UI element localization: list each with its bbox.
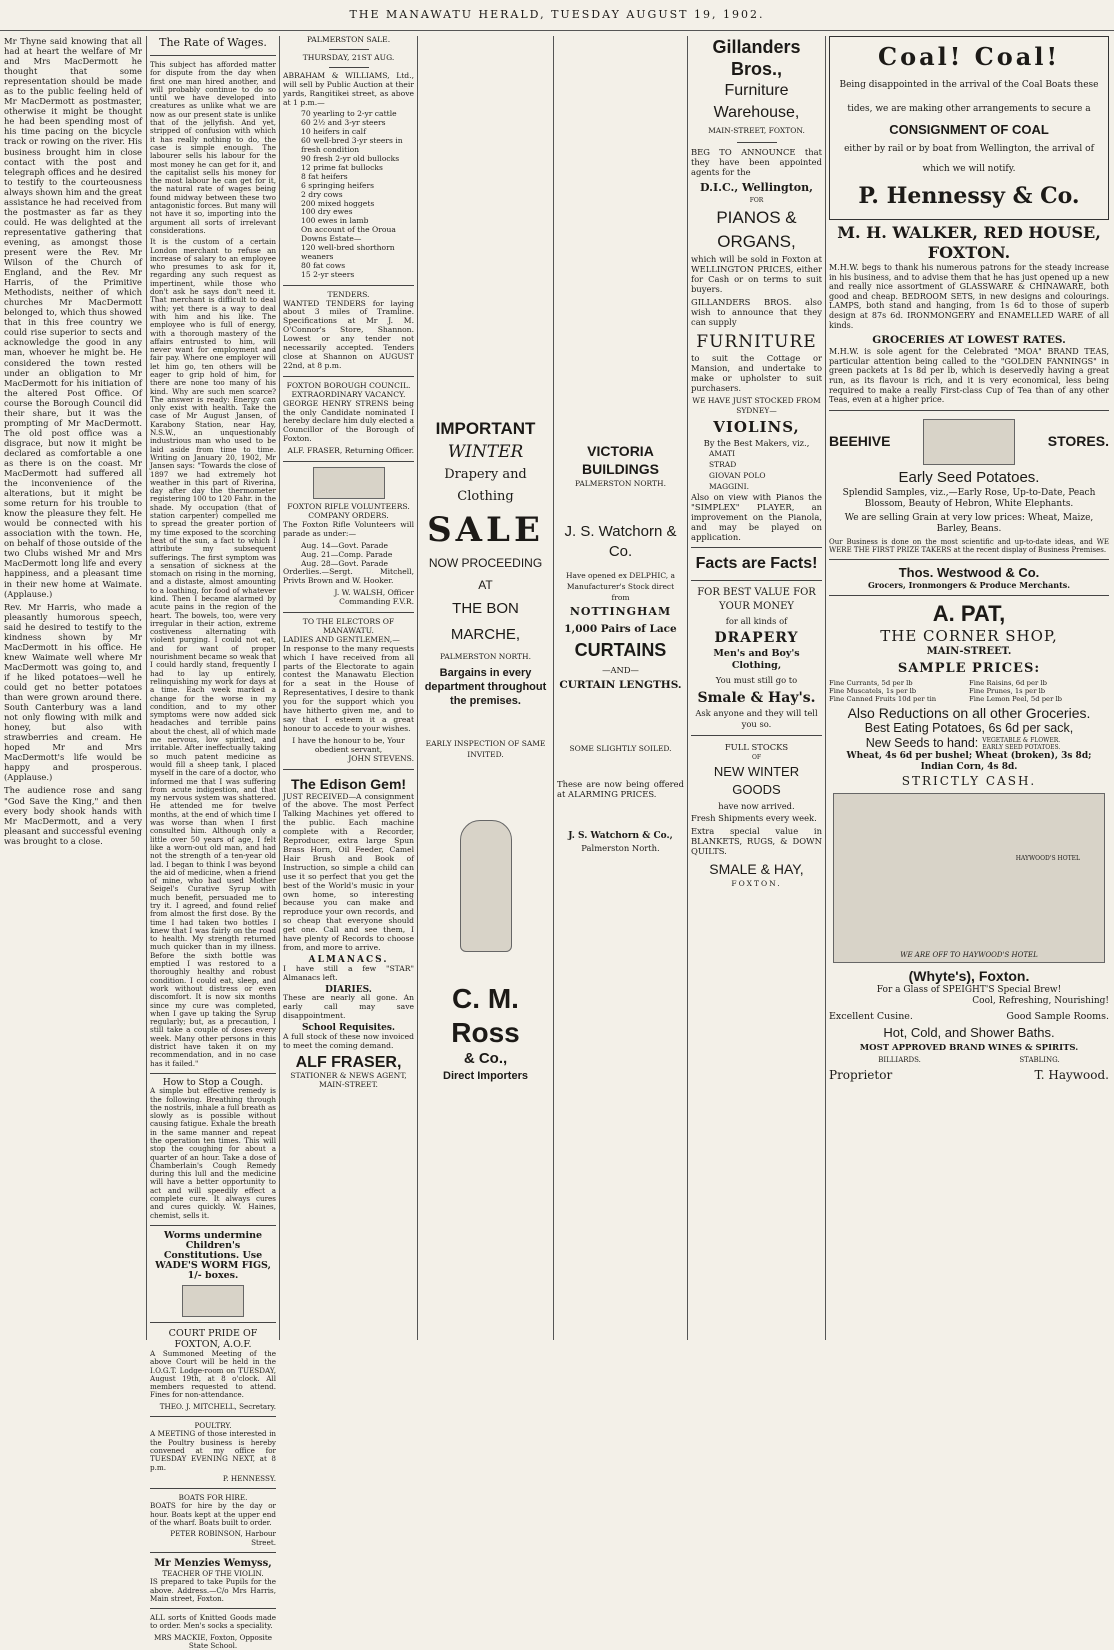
westwood-name: Thos. Westwood & Co.: [898, 564, 1040, 580]
offered-text: These are now being offered at ALARMING PRICES.: [557, 779, 684, 800]
coal-heading: Coal! Coal!: [878, 42, 1060, 71]
tenders-text: WANTED TENDERS for laying about 3 miles of Tramline. Specifications at Mr J. M. O'Connor's Store, Shannon. Lowest or any tender not necessarily accepted. Tenders close at Shannon on AUGUST 22nd, at 8 p.m.: [283, 298, 414, 370]
beehive-heading: BEEHIVE: [829, 432, 891, 449]
hotel-sign: HAYWOOD'S HOTEL: [1015, 855, 1080, 863]
westwood-subtitle: Grocers, Ironmongers & Produce Merchants.: [867, 579, 1071, 590]
bargains-text: Bargains in every department throughout the premises.: [424, 667, 547, 707]
stocked-text: WE HAVE JUST STOCKED FROM SYDNEY—: [692, 395, 821, 415]
all-kinds: for all kinds of: [725, 616, 788, 627]
palmerston-north: PALMERSTON NORTH.: [575, 479, 666, 488]
drapery-heading: Drapery and Clothing: [444, 467, 527, 504]
sale-item: 90 fresh 2-yr old bullocks: [301, 153, 400, 163]
beehive-emblem: [923, 419, 1015, 465]
winter-heading: WINTER: [447, 442, 524, 462]
rate-of-wages-title: The Rate of Wages.: [159, 36, 267, 49]
palmerston-north: PALMERSTON NORTH.: [440, 652, 531, 661]
bon-marche-heading: THE BON MARCHE,: [450, 600, 521, 643]
electors-title: TO THE ELECTORS OF MANAWATU.: [302, 617, 395, 635]
wemyss-title: Mr Menzies Wemyss,: [154, 1557, 272, 1569]
wemyss-subtitle: TEACHER OF THE VIOLIN.: [162, 1568, 264, 1578]
fraser-street: MAIN-STREET.: [319, 1079, 378, 1089]
potatoes-heading: Early Seed Potatoes.: [898, 468, 1040, 486]
edison-text: JUST RECEIVED—A consignment of the above. The most Perfect Talking Machines yet offered to the public. Each machine complete with a Recorder, Reproducer, extra large Spun Brass Horn, Oil Feeder, Camel Hair Brush and Book of Instruction, so simple a child can use it so perfect that you get the best of the World's music in your own home, so interesting because you can make and reproduce your own records, and so cheap that everyone should get one. Call and see them, I have plenty of Records to choose from, and more to arrive.: [283, 791, 414, 952]
lengths-text: CURTAIN LENGTHS.: [559, 679, 682, 691]
samples-text: Splendid Samples, viz.,—Early Rose, Up-to-Date, Peach Blossom, Beauty of Hebron, White Elephants.: [842, 487, 1096, 509]
watchorn-location: Palmerston North.: [581, 843, 660, 854]
consignment-heading: CONSIGNMENT OF COAL: [889, 122, 1049, 137]
column-news-article: [4, 36, 142, 1340]
column-rule: [687, 36, 688, 1340]
main-street: MAIN-STREET.: [926, 646, 1012, 658]
best-value: FOR BEST VALUE FOR YOUR MONEY: [697, 587, 816, 613]
column-3: [283, 36, 414, 1340]
walker-text: M.H.W. begs to thank his numerous patrons for the steady increase in his business, and to advise them that he has just opened up a new and really nice assortment of GLASSWARE & CHINAWARE, both good and cheap. BEDROOM SETS, in new designs and colourings. LAMPS, both stand and hanging, from 1s 6d to those of superb design at 87s 6d. IRONMONGERY and ENAMELLED WARE of all kinds.: [829, 263, 1109, 330]
sale-date: THURSDAY, 21ST AUG.: [302, 52, 395, 62]
business-text: Our Business is done on the most scientific and up-to-date ideas, and WE WERE THE FIRST PRIZE TAKERS at the recent display of Business Premises.: [829, 537, 1109, 554]
curtains-heading: CURTAINS: [574, 640, 667, 660]
sale-title: PALMERSTON SALE.: [306, 35, 391, 44]
makers-list: [691, 448, 822, 492]
walker-heading: M. H. WALKER, RED HOUSE, FOXTON.: [837, 223, 1101, 262]
grain-text: We are selling Grain at very low prices: Wheat, Maize, Barley, Beans.: [844, 512, 1094, 534]
maker: GIOVAN POLO: [709, 470, 766, 480]
ross-name: C. M. Ross: [451, 983, 520, 1048]
cough-title: How to Stop a Cough.: [162, 1077, 264, 1088]
sample-rooms: Good Sample Rooms.: [1006, 1011, 1109, 1023]
sale-item: 80 fat cows: [301, 260, 346, 270]
column-rule: [825, 36, 826, 1340]
tenders-title: TENDERS.: [327, 289, 370, 299]
supply-text: GILLANDERS BROS. also wish to announce that they can supply: [691, 297, 822, 328]
masthead: THE MANAWATU HERALD, TUESDAY AUGUST 19, 1902.: [0, 0, 1114, 31]
seed-kinds: VEGETABLE & FLOWER. EARLY SEED POTATOES.: [982, 736, 1061, 751]
sale-item: 2 dry cows: [301, 189, 343, 199]
hennessy-name: P. Hennessy & Co.: [858, 183, 1080, 209]
price-item: Fine Prunes, 1s per lb: [969, 687, 1046, 696]
drapery-heading: DRAPERY: [714, 630, 799, 647]
price-item: Fine Currants, 5d per lb: [829, 679, 913, 688]
victoria-buildings: VICTORIA BUILDINGS: [582, 443, 659, 477]
sale-intro: ABRAHAM & WILLIAMS, Ltd., will sell by Public Auction at their yards, Rangitikei street, as above at 1 p.m.—: [283, 70, 414, 107]
hotel-amenities: [829, 1054, 1109, 1066]
electors-text: In response to the many requests which I have received from all parts of the Electorate to again contest the Manawatu Election for a seat in the House of Representatives, I desire to thank you for the support which you have hitherto given me, and to say that I esteem it a great honour to accede to your wishes.: [283, 643, 414, 733]
wemyss-text: IS prepared to take Pupils for the above. Address.—C/o Mrs Harris, Main street, Foxton.: [150, 1577, 276, 1603]
column-rule: [279, 36, 280, 1340]
poultry-text: A MEETING of those interested in the Poultry business is hereby convened at my office for TUESDAY EVENING NEXT, at 8 p.m.: [150, 1429, 276, 1472]
ross-co: & Co.,: [463, 1050, 508, 1067]
maker: STRAD: [709, 459, 737, 469]
sale-item: 12 prime fat bullocks: [301, 162, 383, 172]
rate-of-wages-text: It is the custom of a certain London merchant to refuse an increase of salary to an employee who presumes to ask for it, regarding any such request as impertinent, while those who don't ask he says don't need it. That merchant is difficult to deal with; yet there is a way to deal with him and his like. The employee who is full of energy, with a thorough mastery of the affairs entrusted to him, will never want for employment and fair pay. Where one employer will let him go, ten others will be eager to grip hold of him, for there are none too many of his kind. Why are such men scarce? The answer is ready: Energy can only exist with health. Take the case of Mr August Jansen, of Karabony Station, near Hay, N.S.W., an unquestionably industrious man who used to be laid aside from time to time. Writing on January 20, 1902, Mr Jansen says: "Towards the close of 1897 we had extremely hot weather in this part of Riverina, day after day the thermometer registering 100 to 120 Fahr. in the shade. My occupation (that of station carpenter) compelled me to spread the greater portion of my time exposed to the scorching heat of the sun, a fact to which I attribute my subsequent sufferings. The first symptom was a sensation of sickness at the stomach on rising in the morning, and a distaste, almost amounting to a loathing, for food of whatever kind. Then I became alarmed by acute pains in the region of the heart. The bowels, too, were very irregular in their action, extreme costiveness alternating with violent purging. I could not eat, and for want of proper nourishment became so weak that I could hardly stand, frequently I had to lay up entirely, relinquishing my work for days at a time. Each week marked a change for the worse in my condition, and to my other symptoms were now added sick headaches and terrible pains about the chest, all of which made me nervous, low spirited, and irritable. After ineffectually taking so much patent medicine as would fill a sheep tank, I placed myself in the care of a doctor, who informed me that I was suffering from acute indigestion, and that my nervous system was shattered. He attended me for twelve months, at the end of which time I was worse than when I first consulted him. Although only a little over 50 years of age, I felt like a worn-out old man, and had not the strength of a ten-year old lad. I began to think I was beyond the aid of medicine, when a friend of mine, who had used Mother Seigel's Curative Syrup with much benefit, persuaded me to try it. I agreed, and found relief from almost the first dose. By the time I had taken two bottles I knew that I was fairly on the road to health. My strength returned much quicker than in my illness. Before the sixth bottle was emptied I was restored to a thoroughly healthy and robust condition. I could eat, sleep, and work without distress or even discomfort. It is now six months since my cure was completed, when I gave up taking the Syrup regularly; but, as a precaution, I still take a couple of doses every week. Many other persons in this district have taken it on my recommendation, and in no case has it failed.": [150, 237, 276, 1068]
coal-ad: [829, 36, 1109, 220]
sale-item: On account of the Oroua Downs Estate—: [301, 225, 396, 244]
sale-items: [283, 110, 414, 279]
sale-item: 10 heifers in calf: [301, 127, 366, 137]
sale-heading: SALE: [427, 510, 544, 550]
dic-text: D.I.C., Wellington,: [700, 181, 813, 195]
rifle-title: FOXTON RIFLE VOLUNTEERS.: [287, 502, 410, 512]
makers-text: By the Best Makers, viz.,: [703, 437, 810, 448]
price-item: Fine Lemon Peel, 5d per lb: [969, 695, 1063, 704]
electors-signature: JOHN STEVENS.: [348, 753, 414, 763]
sale-item: 100 ewes in lamb: [301, 216, 369, 226]
diaries-title: DIARIES.: [325, 984, 372, 995]
rifle-parade: Aug. 21—Comp. Parade: [301, 549, 393, 559]
baths-text: Hot, Cold, and Shower Baths.: [883, 1025, 1055, 1041]
knitting-signature: MRS MACKIE, Foxton, Opposite State School.: [154, 1632, 272, 1650]
sale-item: 60 well-bred 3-yr steers in fresh condition: [301, 136, 403, 155]
sale-item: 8 fat heifers: [301, 171, 348, 181]
rifle-text: The Foxton Rifle Volunteers will parade as under:—: [283, 519, 414, 538]
borough-signature: ALF. FRASER, Returning Officer.: [287, 446, 414, 456]
price-item: Fine Canned Fruits 10d per tin: [829, 695, 937, 704]
sale-item: 200 mixed hoggets: [301, 198, 375, 208]
stabling: STABLING.: [1019, 1056, 1060, 1065]
gillanders-street: MAIN-STREET, FOXTON.: [708, 126, 805, 135]
price-list: [829, 679, 1109, 703]
pianos-heading: PIANOS & ORGANS,: [716, 208, 797, 252]
watchorn-signature: J. S. Watchorn & Co.,: [568, 831, 673, 842]
inspection-text: EARLY INSPECTION OF SAME INVITED.: [425, 739, 546, 759]
rifle-parade: Aug. 14—Govt. Parade: [301, 540, 388, 550]
announce-text: BEG TO ANNOUNCE that they have been appointed agents for the: [691, 147, 822, 178]
coal-text: Being disappointed in the arrival of the Coal Boats these tides, we are making other arrangements to secure a: [839, 80, 1099, 114]
proprietor-name: T. Haywood.: [1034, 1068, 1109, 1083]
watchorn-name: J. S. Watchorn & Co.: [564, 523, 677, 560]
pat-name: A. PAT,: [932, 601, 1006, 627]
column-rule: [146, 36, 147, 1340]
article-paragraph: Rev. Mr Harris, who made a pleasantly humorous speech, said he desired to testify to the kindness shown by Mr MacDermott in his office. He knew Waimate well where Mr MacDermott was going to, and if he liked potatoes—well he could get no better potatoes than were grown around there. South Canterbury was a land not only flowing with milk and honey, but also with strawberries and cream. He hoped Mr and Mrs MacDermott's life would be happy and prosperous. (Applause.): [4, 601, 142, 783]
almanacs-text: I have still a few "STAR" Almanacs left.: [283, 963, 414, 982]
proprietor-line: [829, 1066, 1109, 1084]
maker: AMATI: [709, 448, 736, 458]
extra-text: Extra special value in BLANKETS, RUGS, & DOWN QUILTS.: [691, 826, 822, 857]
borough-title: FOXTON BOROUGH COUNCIL. EXTRAORDINARY VACANCY.: [286, 380, 411, 399]
pairs-text: 1,000 Pairs of Lace: [564, 623, 677, 635]
fraser-line: STATIONER & NEWS AGENT,: [290, 1070, 407, 1080]
corner-shop: THE CORNER SHOP,: [880, 627, 1058, 646]
proprietor-label: Proprietor: [829, 1068, 893, 1083]
must-go: You must still go to: [715, 675, 798, 686]
price-item: Fine Muscatels, 1s per lb: [829, 687, 917, 696]
strictly-cash: STRICTLY CASH.: [901, 774, 1037, 789]
diaries-text: These are nearly all gone. An early call may save disappointment.: [283, 993, 414, 1021]
fresh-text: Fresh Shipments every week.: [691, 813, 817, 824]
sale-item: 60 2½ and 3-yr steers: [301, 118, 386, 128]
coal-text-2: either by rail or by boat from Wellington, the arrival of which we will notify.: [844, 144, 1094, 174]
wheat-text: Wheat, 4s 6d per bushel; Wheat (broken), 3s 8d; Indian Corn, 4s 8d.: [846, 751, 1092, 773]
column-rule: [417, 36, 418, 1340]
for-text: FOR: [749, 197, 764, 205]
article-paragraph: Mr Thyne said knowing that all had at heart the welfare of Mr and Mrs MacDermott he thought that some representation should be made as to the public feeling held of Mr MacDermott as postmaster, otherwise it might be thought he had been spending most of his time pacing on the bicycle track or rowing on the river. His business brought him in close contact with the post and telegraph offices and he desired to testify to the courteousness always shown him and the great assistance he had received from the postmaster as far as they could. He was delighted at the representative gathering that evening, as amongst those present were the Rev. Mr Wilson of the Church of England, and the Rev. Mr Harris, of the Primitive Methodists, neither of which churches Mr MacDermott belonged to, which thus showed that in this free country we could rise superior to sects and acknowledge the good in any man, whoever he might be. He considered the town rested under an obligation to Mr MacDermott for his initiation of the altered Post Office. Of course the Borough Council did their share, but it was the prompting of Mr MacDermott. The old post office was a disgrace, but now it might be declared as comfortable a one as there is on the coast. Mr MacDermott had suffered all the inconvenience of the alterations, but it might be some return for his trouble to know the pleasure they felt. He would be connected with his association with the town. He, on behalf of those outside of the two Clubs wished Mr and Mrs MacDermott long life and every happiness, and a pleasant time in their new home at Waimate. (Applause.): [4, 36, 142, 599]
brand-text: MOST APPROVED BRAND WINES & SPIRITS.: [859, 1043, 1079, 1054]
column-rule: [553, 36, 554, 1340]
court-title: COURT PRIDE OF FOXTON, A.O.F.: [168, 1327, 258, 1350]
violins-heading: VIOLINS,: [713, 417, 800, 436]
article-paragraph: The audience rose and sang "God Save the King," and then every body shook hands with Mr MacDermott, and a very pleasant and successful evening was brought to a close.: [4, 785, 142, 846]
full-stocks: FULL STOCKS: [724, 742, 789, 753]
rifle-parade: Aug. 28—Govt. Parade: [301, 558, 388, 568]
pointing-hand-icon: [460, 820, 512, 952]
electors-close: I have the honour to be, Your obedient servant,: [292, 735, 405, 754]
cuisine: Excellent Cusine.: [829, 1011, 913, 1023]
price-item: Fine Raisins, 6d per lb: [969, 679, 1047, 688]
maker: MAGGINI.: [709, 481, 749, 491]
court-signature: THEO. J. MITCHELL, Secretary.: [159, 1401, 276, 1411]
worm-figs-ad: Worms undermine Children's Constitutions. Use WADE'S WORM FIGS, 1/- boxes.: [155, 1229, 271, 1281]
almanacs-title: ALMANACS.: [308, 954, 389, 965]
importers-text: Direct Importers: [443, 1070, 528, 1082]
sold-text: which will be sold in Foxton at WELLINGTON PRICES, either for Cash or on terms to suit buyers.: [691, 254, 822, 295]
walker-text-2: M.H.W. is sole agent for the Celebrated "MOA" BRAND TEAS, particular attention being called to the "GOLDEN FANNINGS" in green packets at 1s 8d per lb, which is deservedly having a great run, as its flavour is rich, and it is very economical, less being required to make a really First-class Cup of Tea than of any other Teas, even at a higher price.: [829, 347, 1109, 405]
smale-heading: Smale & Hay's.: [697, 690, 816, 707]
sale-item: 6 springing heifers: [301, 180, 375, 190]
pianola-text: Also on view with Pianos the "SIMPLEX" PLAYER, an improvement on the Pianola, and may be played on application.: [691, 491, 822, 543]
rifle-subtitle: COMPANY ORDERS.: [308, 510, 389, 520]
sale-item: 100 dry ewes: [301, 207, 353, 217]
borough-text: GEORGE HENRY STRENS being the only Candidate nominated I hereby declare him duly elected a Councillor of the Borough of Foxton.: [283, 398, 415, 444]
soiled-text: SOME SLIGHTLY SOILED.: [569, 744, 672, 753]
best-potatoes: Best Eating Potatoes, 6s 6d per sack,: [864, 721, 1074, 736]
column-2: [150, 36, 276, 1650]
rifle-signature: J. W. WALSH, Officer Commanding F.V.R.: [334, 588, 414, 607]
and-divider: —AND—: [602, 665, 639, 675]
reductions-text: Also Reductions on all other Groceries.: [847, 705, 1091, 722]
poultry-signature: P. HENNESSY.: [222, 1473, 276, 1483]
sample-prices: SAMPLE PRICES:: [897, 661, 1041, 677]
glass-text: For a Glass of SPEIGHT'S Special Brew!: [876, 985, 1062, 996]
nottingham-heading: NOTTINGHAM: [569, 605, 672, 618]
knitting-text: ALL sorts of Knitted Goods made to order. Men's socks a speciality.: [150, 1613, 276, 1631]
sale-item: 15 2-yr steers: [301, 269, 355, 279]
important-heading: IMPORTANT: [435, 419, 536, 438]
opened-text: Have opened ex DELPHIC, a Manufacturer's Stock direct from: [565, 571, 676, 602]
electors-salute: LADIES AND GENTLEMEN,—: [283, 634, 400, 644]
poultry-title: POULTRY.: [194, 1421, 232, 1431]
stores-heading: STORES.: [1047, 432, 1109, 449]
of-text: OF: [751, 754, 762, 762]
furniture-heading: FURNITURE: [696, 331, 817, 352]
smale-hay-location: FOXTON.: [731, 879, 782, 889]
court-text: A Summoned Meeting of the above Court will be held in the I.O.G.T. Lodge-room on TUESDAY, August 19th, at 8 o'clock. All members requested to attend. Fines for non-attendance.: [150, 1348, 276, 1400]
school-title: School Requisites.: [301, 1023, 396, 1034]
furniture-warehouse: Furniture Warehouse,: [713, 82, 800, 121]
column-bon-marche-ad: [421, 36, 550, 1340]
column-watchorn-ad: [557, 36, 684, 1340]
coat-of-arms-emblem: [182, 1285, 244, 1317]
clothing-text: Men's and Boy's Clothing,: [713, 648, 800, 672]
fraser-name: ALF FRASER,: [295, 1053, 402, 1071]
groceries-heading: GROCERIES AT LOWEST RATES.: [872, 334, 1066, 347]
boats-signature: PETER ROBINSON, Harbour Street.: [170, 1529, 276, 1547]
gillanders-name: Gillanders Bros.,: [712, 37, 801, 79]
sale-item: 70 yearling to 2-yr cattle: [301, 109, 397, 119]
column-right-ads: [829, 36, 1109, 1340]
school-text: A full stock of these now invoiced to meet the coming demand.: [283, 1032, 414, 1050]
billiards: BILLIARDS.: [878, 1056, 921, 1065]
proceeding-heading: NOW PROCEEDING AT: [428, 556, 543, 592]
boats-title: BOATS FOR HIRE.: [178, 1493, 248, 1503]
new-seeds: New Seeds to hand:: [865, 736, 979, 751]
new-winter-goods: NEW WINTER GOODS: [713, 764, 800, 798]
boats-text: BOATS for hire by the day or hour. Boats kept at the upper end of the wharf. Boats built to order.: [150, 1501, 276, 1528]
rate-of-wages-text: This subject has afforded matter for dispute from the day when first one man hired another, and will probably continue to do so until we have developed into creatures as unlike what we are now as our present state is unlike that of the jellyfish. And yet, stripped of confusion with which it has really nothing to do, the case is simple enough. The labourer sells his labour for the most money he can get for it, and the capitalist sells his money for the most labour he can get for it, the natural rate of wages being found midway between these two antagonistic forces. But many will not have it so, importing into the argument all sorts of irrelevant considerations.: [150, 60, 276, 235]
hotel-caption: WE ARE OFF TO HAYWOOD'S HOTEL: [900, 950, 1038, 959]
sale-item: 120 well-bred shorthorn weaners: [301, 243, 395, 261]
crown-emblem: [313, 467, 385, 499]
arrived-text: have now arrived.: [718, 801, 795, 812]
suit-text: to suit the Cottage or Mansion, and undertake to make or upholster to suit purchasers.: [691, 352, 822, 393]
cough-text: A simple but effective remedy is the following. Breathing through the nostrils, inhale a full breath as slowly as is possible without causing fatigue. Exhale the breath in the same manner and repeat the operation ten times. This will stop the coughing for about a quarter of an hour. Take a dose of Chamberlain's Cough Remedy during this lull and the medicine will have a better opportunity to act and will speedily effect a complete cure. It always cures and cures quickly. W. Haines, chemist, sells it.: [150, 1086, 276, 1220]
whytes-heading: (Whyte's), Foxton.: [908, 968, 1030, 985]
facts-heading: Facts are Facts!: [695, 555, 818, 573]
ask-text: Ask anyone and they will tell you so.: [695, 708, 818, 730]
hotel-features: [829, 1010, 1109, 1024]
cool-text: Cool, Refreshing, Nourishing!: [972, 996, 1109, 1007]
edison-title: The Edison Gem!: [290, 775, 407, 792]
column-gillanders-ad: [691, 36, 822, 1340]
hotel-illustration: [833, 793, 1105, 963]
rifle-orderlies: Orderlies.—Sergt. Mitchell, Privts Brown and W. Hooker.: [283, 567, 414, 586]
smale-hay-name: SMALE & HAY,: [709, 861, 804, 878]
